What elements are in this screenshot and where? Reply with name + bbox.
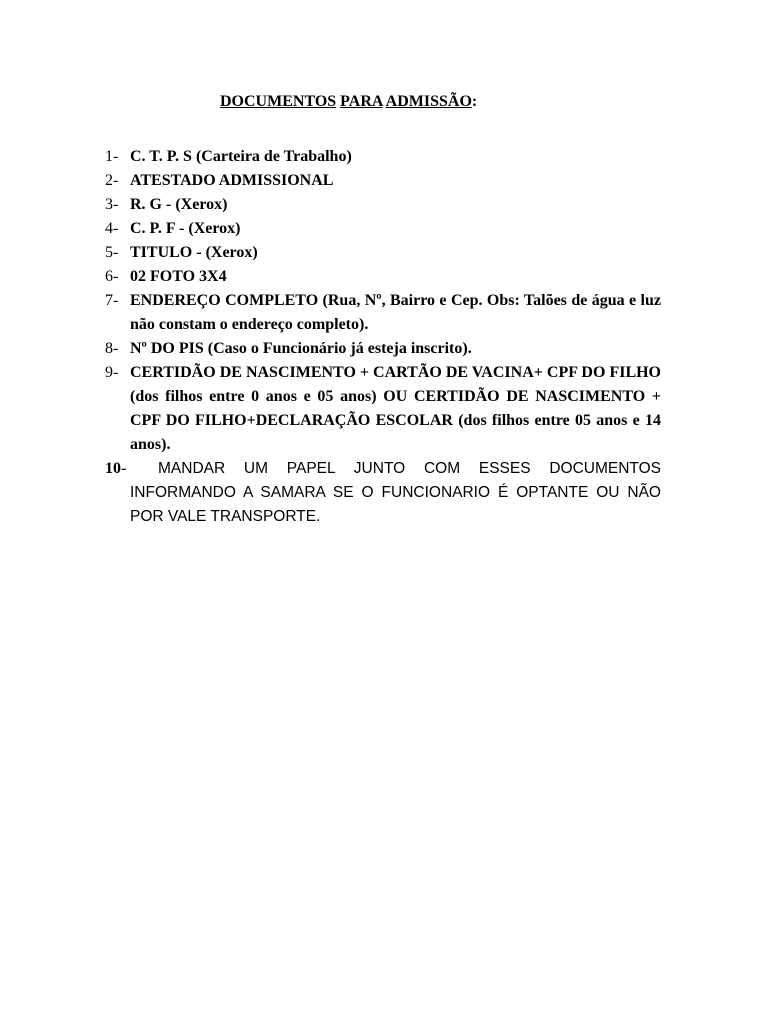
list-item (105, 193, 661, 217)
list-item-number: 1- (105, 148, 119, 165)
list-item-text: ENDEREÇO COMPLETO (Rua, Nº, Bairro e Cep. Obs: Talões de água e luz não constam o endereço completo). (130, 292, 661, 333)
list-item-number: 2- (105, 172, 119, 189)
list-item-number: 9- (105, 364, 119, 381)
title-word-documentos: DOCUMENTOS (220, 93, 337, 110)
list-item-text: C. T. P. S (Carteira de Trabalho) (130, 148, 352, 165)
list-item-number: 5- (105, 244, 119, 261)
title-word-admissao: ADMISSÃO (385, 93, 472, 110)
list-item (105, 289, 661, 337)
list-item (105, 265, 661, 289)
list-item-number: 4- (105, 220, 119, 237)
list-item-number: 10- (105, 460, 127, 477)
list-item-text: Nº DO PIS (Caso o Funcionário já esteja inscrito). (130, 340, 472, 357)
list-item-text: TITULO - (Xerox) (130, 244, 258, 261)
list-item (105, 169, 661, 193)
list-item-text-content: MANDAR UM PAPEL JUNTO COM ESSES DOCUMENTOS INFORMANDO A SAMARA SE O FUNCIONARIO É OPTANTE OU NÃO POR VALE TRANSPORTE. (130, 460, 661, 525)
list-item-text: C. P. F - (Xerox) (130, 220, 241, 237)
list-item (105, 361, 661, 457)
list-item-text (130, 457, 661, 529)
list-item-text: 02 FOTO 3X4 (130, 268, 227, 285)
list-item (105, 337, 661, 361)
list-item-text: R. G - (Xerox) (130, 196, 228, 213)
list-item-number: 3- (105, 196, 119, 213)
list-item-text: CERTIDÃO DE NASCIMENTO + CARTÃO DE VACINA+ CPF DO FILHO (dos filhos entre 0 anos e 05 anos) OU CERTIDÃO DE NASCIMENTO + CPF DO FILHO+DECLARAÇÃO ESCOLAR (dos filhos entre 05 anos e 14 anos). (130, 364, 661, 453)
list-item (105, 457, 661, 529)
title-colon: : (471, 93, 478, 110)
list-item-number: 7- (105, 292, 119, 309)
list-item (105, 145, 661, 169)
documents-list (105, 145, 661, 529)
list-item-number: 6- (105, 268, 119, 285)
list-item (105, 217, 661, 241)
title-word-para: PARA (340, 93, 383, 110)
document-title (220, 91, 477, 113)
list-item-number: 8- (105, 340, 119, 357)
list-item (105, 241, 661, 265)
list-item-text: ATESTADO ADMISSIONAL (130, 172, 334, 189)
